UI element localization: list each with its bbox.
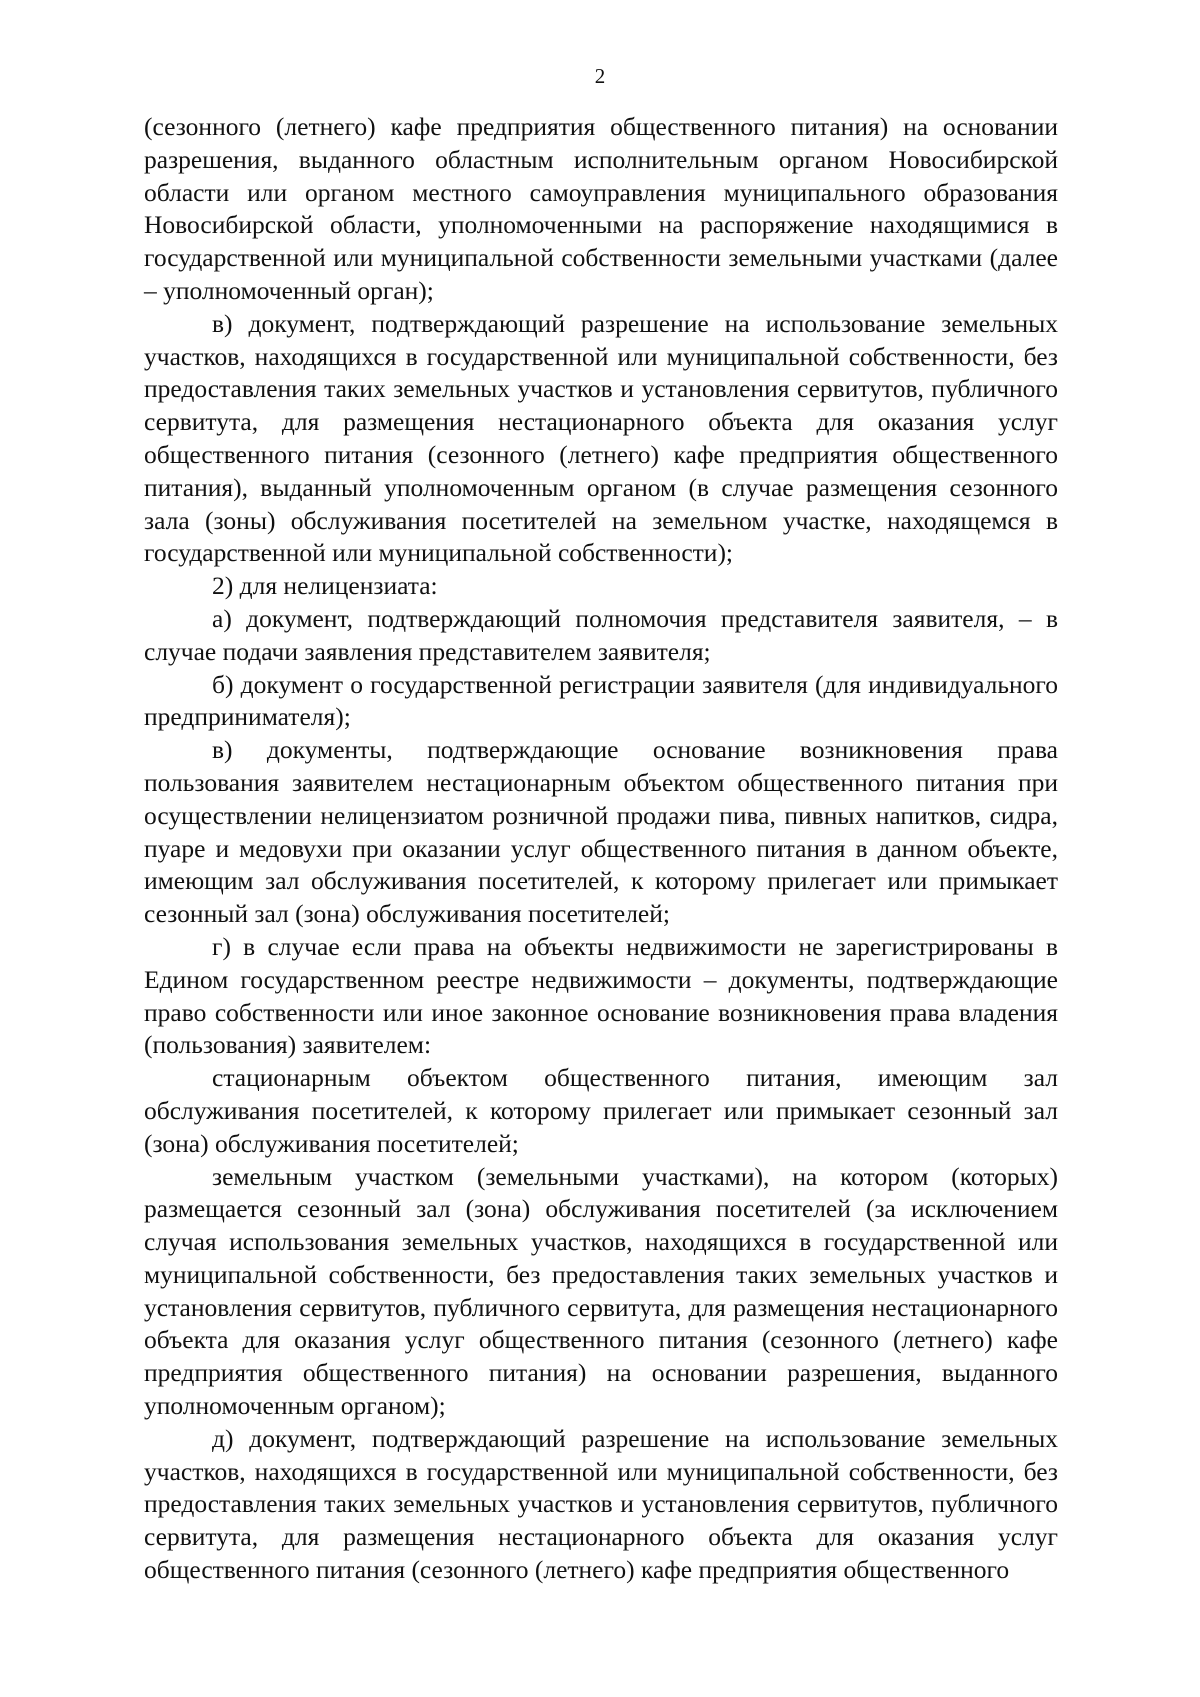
paragraph-continuation: (сезонного (летнего) кафе предприятия общественного питания) на основании разрешения, выданного областным исполнительным органом Новосибирской области или органом местного самоуправления муниципального образования Новосибирской области, уполномоченными на распоряжение находящимися в государственной или муниципальной собственности земельными участками (далее – уполномоченный орган);: [144, 112, 1058, 305]
paragraph-land-plot: земельным участком (земельными участками), на котором (которых) размещается сезонный зал (зона) обслуживания посетителей (за исключением случая использования земельных участков, находящихся в государственной или муниципальной собственности, без предоставления таких земельных участков и установления сервитутов, публичного сервитута, для размещения нестационарного объекта для оказания услуг общественного питания (сезонного (летнего) кафе предприятия общественного питания) на основании разрешения, выданного уполномоченным органом);: [144, 1161, 1058, 1421]
paragraph-item-a-representative: а) документ, подтверждающий полномочия представителя заявителя, – в случае подачи заявления представителем заявителя;: [144, 603, 1058, 666]
paragraph-item-g-property-rights: г) в случае если права на объекты недвижимости не зарегистрированы в Едином государственном реестре недвижимости – документы, подтверждающие право собственности или иное законное основание возникновения права владения (пользования) заявителем:: [144, 931, 1058, 1060]
paragraph-item-v-permit: в) документ, подтверждающий разрешение на использование земельных участков, находящихся в государственной или муниципальной собственности, без предоставления таких земельных участков и установления сервитутов, публичного сервитута, для размещения нестационарного объекта для оказания услуг общественного питания (сезонного (летнего) кафе предприятия общественного питания), выданный уполномоченным органом (в случае размещения сезонного зала (зоны) обслуживания посетителей на земельном участке, находящемся в государственной или муниципальной собственности);: [144, 308, 1058, 568]
paragraph-non-licensee-heading: 2) для нелицензиата:: [212, 571, 438, 601]
page-number: 2: [594, 64, 606, 88]
paragraph-item-v-usage-rights: в) документы, подтверждающие основание возникновения права пользования заявителем нестационарным объектом общественного питания при осуществлении нелицензиатом розничной продажи пива, пивных напитков, сидра, пуаре и медовухи при оказании услуг общественного питания в данном объекте, имеющим зал обслуживания посетителей, к которому прилегает или примыкает сезонный зал (зона) обслуживания посетителей;: [144, 735, 1058, 929]
document-body: [144, 111, 1058, 1587]
paragraph-item-d-permit: д) документ, подтверждающий разрешение на использование земельных участков, находящихся в государственной или муниципальной собственности, без предоставления таких земельных участков и установления сервитутов, публичного сервитута, для размещения нестационарного объекта для оказания услуг общественного питания (сезонного (летнего) кафе предприятия общественного: [144, 1423, 1058, 1585]
paragraph-item-b-registration: б) документ о государственной регистрации заявителя (для индивидуального предпринимателя);: [144, 669, 1058, 732]
paragraph-stationary-object: стационарным объектом общественного питания, имеющим зал обслуживания посетителей, к которому прилегает или примыкает сезонный зал (зона) обслуживания посетителей;: [144, 1063, 1058, 1158]
